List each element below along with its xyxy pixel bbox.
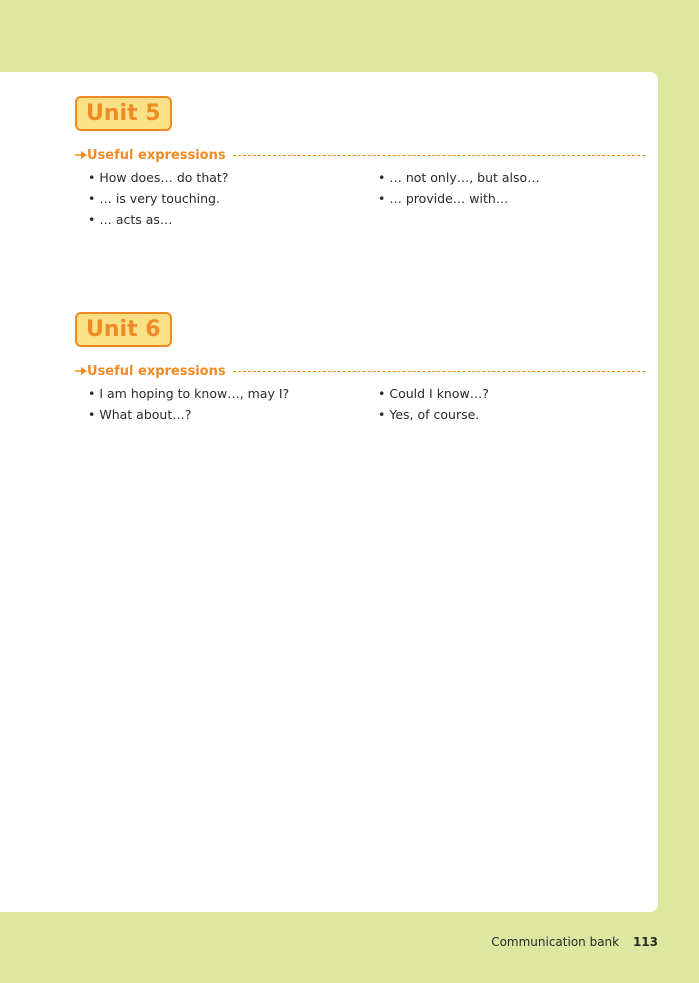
page-number: 113 xyxy=(632,935,658,949)
unit-6-block xyxy=(75,312,645,422)
expression-item: • … acts as… xyxy=(88,211,228,232)
expression-list-left xyxy=(88,385,289,427)
footer-section-name: Communication bank xyxy=(491,935,620,949)
expression-item: • I am hoping to know…, may I? xyxy=(88,385,289,406)
arrow-right-icon xyxy=(75,151,87,159)
page-footer xyxy=(491,934,658,950)
expression-item: • Yes, of course. xyxy=(378,406,489,427)
section-label: Useful expressions xyxy=(87,364,226,379)
expression-item: • What about…? xyxy=(88,406,289,427)
expression-list-right xyxy=(378,385,489,427)
dashed-divider xyxy=(233,155,645,156)
section-label: Useful expressions xyxy=(87,148,226,163)
dashed-divider xyxy=(233,371,645,372)
unit-title: Unit 5 xyxy=(75,96,172,131)
expression-item: • How does… do that? xyxy=(88,169,228,190)
expression-list-left xyxy=(88,169,228,232)
arrow-right-icon xyxy=(75,367,87,375)
expression-list-right xyxy=(378,169,540,211)
unit-title: Unit 6 xyxy=(75,312,172,347)
page-panel xyxy=(0,72,658,912)
expression-item: • Could I know…? xyxy=(378,385,489,406)
unit-5-block xyxy=(75,96,645,227)
section-header xyxy=(75,148,645,164)
expression-item: • … is very touching. xyxy=(88,190,228,211)
section-header xyxy=(75,364,645,380)
expression-item: • … provide… with… xyxy=(378,190,540,211)
expression-item: • … not only…, but also… xyxy=(378,169,540,190)
